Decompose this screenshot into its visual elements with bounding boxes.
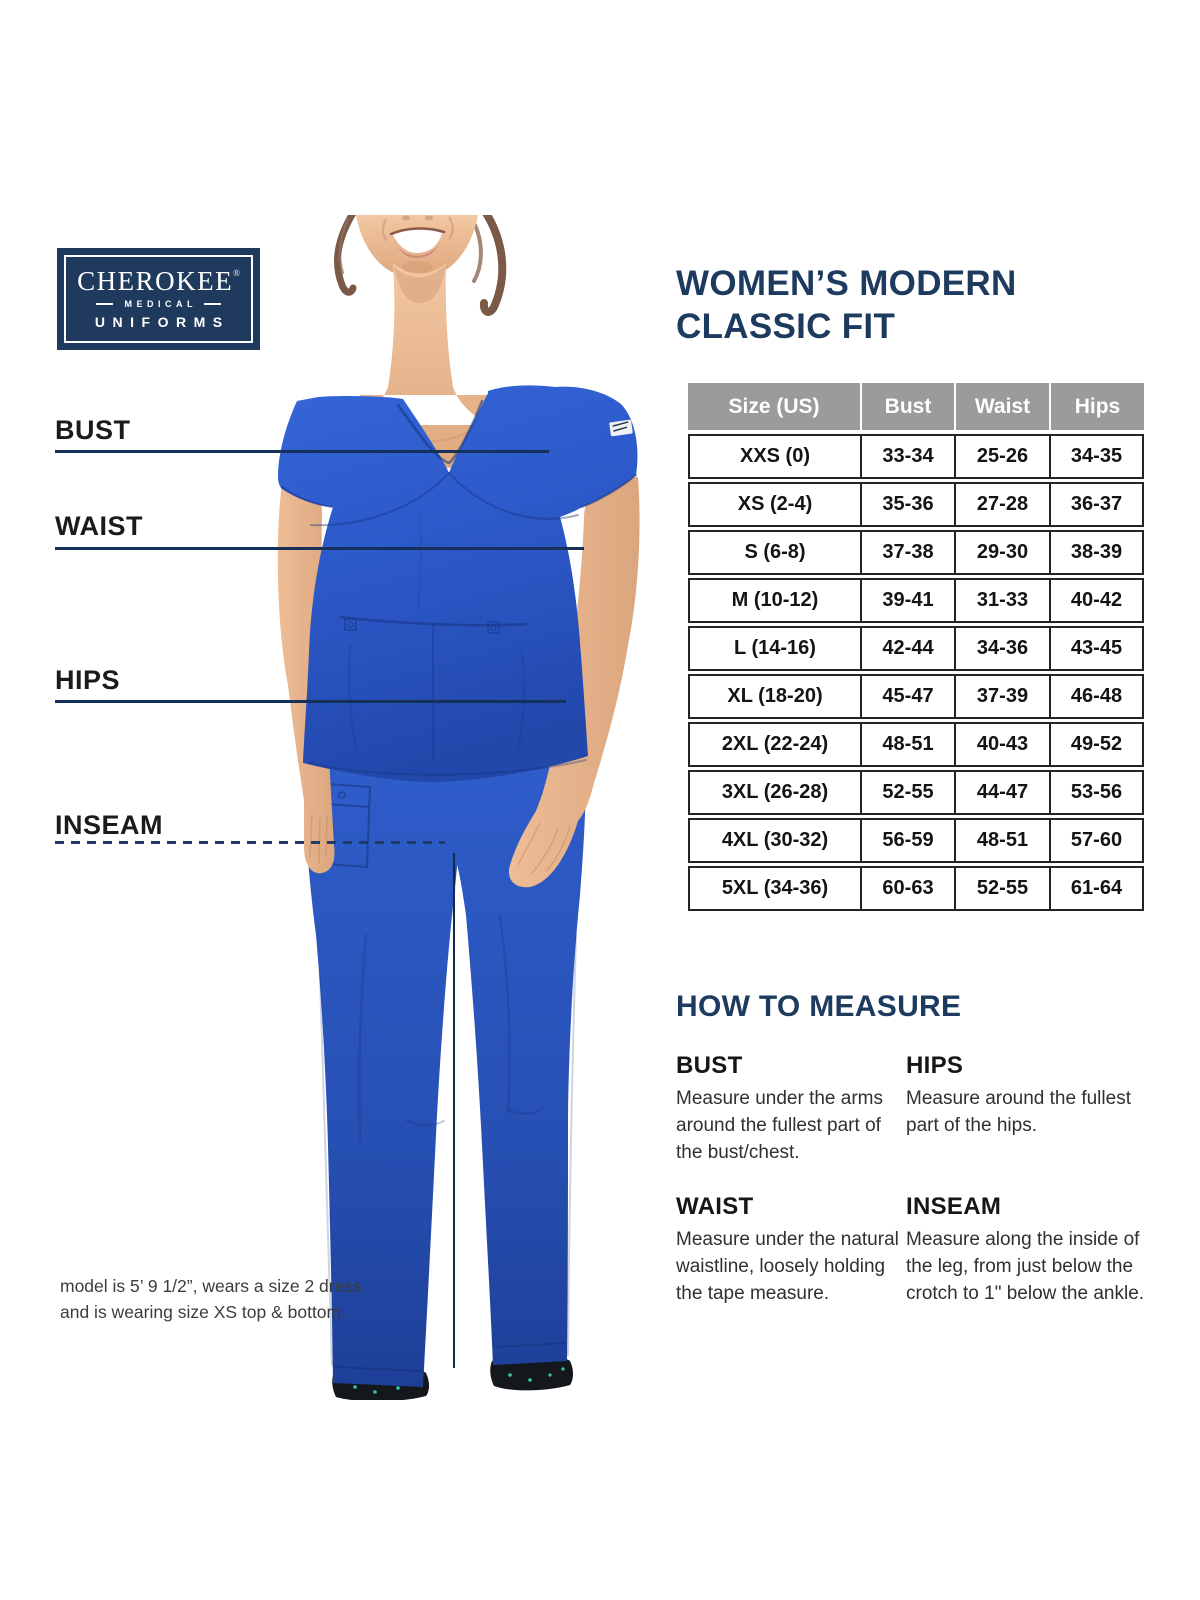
table-row bbox=[688, 866, 1144, 911]
measure-cell: 37-38 bbox=[860, 532, 954, 573]
measure-item-text: Measure under the natural waistline, loosely holding the tape measure. bbox=[676, 1228, 899, 1304]
hips-line bbox=[55, 700, 566, 703]
header-size: Size (US) bbox=[728, 394, 820, 418]
measure-cell: 43-45 bbox=[1049, 628, 1142, 669]
waist-label: WAIST bbox=[55, 511, 143, 541]
page-title-line2: CLASSIC FIT bbox=[676, 306, 896, 346]
size-cell: XXS (0) bbox=[739, 445, 811, 467]
table-row bbox=[688, 626, 1144, 671]
measure-cell: 29-30 bbox=[954, 532, 1049, 573]
table-row bbox=[688, 482, 1144, 527]
table-row bbox=[688, 674, 1144, 719]
measure-cell: 37-39 bbox=[954, 676, 1049, 717]
table-row bbox=[688, 434, 1144, 479]
header-bust: Bust bbox=[860, 383, 954, 430]
table-row bbox=[688, 530, 1144, 575]
brand-medical: MEDICAL bbox=[124, 299, 197, 309]
measure-item-text: Measure along the inside of the leg, from just below the crotch to 1" below the ankle. bbox=[906, 1228, 1145, 1304]
measure-cell: 40-42 bbox=[1049, 580, 1142, 621]
table-row bbox=[688, 770, 1144, 815]
measure-cell: 34-36 bbox=[954, 628, 1049, 669]
size-cell: XS (2-4) bbox=[737, 493, 813, 515]
right-dash bbox=[204, 303, 221, 305]
header-waist: Waist bbox=[954, 383, 1049, 430]
size-cell: 3XL (26-28) bbox=[721, 781, 829, 803]
measure-item-waist bbox=[676, 1193, 906, 1308]
measure-cell: 27-28 bbox=[954, 484, 1049, 525]
page-title bbox=[676, 263, 1017, 348]
measure-cell: 33-34 bbox=[860, 436, 954, 477]
size-table bbox=[688, 383, 1144, 911]
size-cell: L (14-16) bbox=[734, 637, 816, 659]
measure-item-text: Measure around the fullest part of the hips. bbox=[906, 1088, 1131, 1136]
table-row bbox=[688, 722, 1144, 767]
measure-item-bust bbox=[676, 1052, 906, 1167]
bust-label: BUST bbox=[55, 415, 131, 445]
model-note-line2: and is wearing size XS top & bottom. bbox=[60, 1302, 346, 1323]
cherokee-logo bbox=[57, 248, 260, 350]
size-cell: 4XL (30-32) bbox=[721, 829, 829, 851]
measure-cell: 52-55 bbox=[954, 868, 1049, 909]
size-table-header bbox=[688, 383, 1144, 430]
measure-cell: 25-26 bbox=[954, 436, 1049, 477]
measure-item-label: WAIST bbox=[676, 1192, 754, 1220]
size-table-body bbox=[688, 434, 1144, 911]
measure-cell: 60-63 bbox=[860, 868, 954, 909]
how-to-measure-heading: HOW TO MEASURE bbox=[676, 990, 962, 1023]
measure-cell: 31-33 bbox=[954, 580, 1049, 621]
how-to-measure-section bbox=[676, 990, 1148, 1308]
measure-cell: 61-64 bbox=[1049, 868, 1142, 909]
bust-line bbox=[55, 450, 549, 453]
measure-item-hips bbox=[906, 1052, 1148, 1167]
size-cell: XL (18-20) bbox=[727, 685, 823, 707]
table-row bbox=[688, 818, 1144, 863]
size-cell: S (6-8) bbox=[744, 541, 806, 563]
measure-cell: 34-35 bbox=[1049, 436, 1142, 477]
measure-cell: 46-48 bbox=[1049, 676, 1142, 717]
page-title-line1: WOMEN’S MODERN bbox=[676, 264, 1017, 303]
measure-cell: 48-51 bbox=[954, 820, 1049, 861]
measure-cell: 48-51 bbox=[860, 724, 954, 765]
hips-label: HIPS bbox=[55, 665, 121, 695]
measure-cell: 57-60 bbox=[1049, 820, 1142, 861]
model-note-line1: model is 5’ 9 1/2”, wears a size 2 dress bbox=[60, 1276, 362, 1296]
waist-line bbox=[55, 547, 584, 550]
measure-cell: 44-47 bbox=[954, 772, 1049, 813]
how-to-measure-grid bbox=[676, 1052, 1148, 1308]
brand-uniforms: UNIFORMS bbox=[94, 314, 230, 330]
measure-item-inseam bbox=[906, 1193, 1148, 1308]
size-cell: M (10-12) bbox=[731, 589, 819, 611]
measure-item-label: INSEAM bbox=[906, 1192, 1002, 1220]
inseam-vertical-line bbox=[453, 853, 455, 1368]
measure-cell: 39-41 bbox=[860, 580, 954, 621]
measure-cell: 45-47 bbox=[860, 676, 954, 717]
measure-cell: 38-39 bbox=[1049, 532, 1142, 573]
header-hips: Hips bbox=[1049, 383, 1144, 430]
measure-cell: 36-37 bbox=[1049, 484, 1142, 525]
cherokee-logo-frame bbox=[64, 255, 253, 343]
measure-cell: 52-55 bbox=[860, 772, 954, 813]
left-dash bbox=[96, 303, 113, 305]
measure-cell: 40-43 bbox=[954, 724, 1049, 765]
model-photo bbox=[170, 215, 690, 1400]
brand-name: CHEROKEE® bbox=[77, 266, 240, 296]
model-note bbox=[60, 1273, 362, 1326]
measure-cell: 56-59 bbox=[860, 820, 954, 861]
measure-cell: 35-36 bbox=[860, 484, 954, 525]
size-cell: 5XL (34-36) bbox=[721, 877, 829, 899]
measure-item-label: BUST bbox=[676, 1052, 743, 1079]
measure-cell: 53-56 bbox=[1049, 772, 1142, 813]
inseam-line bbox=[55, 841, 445, 844]
size-cell: 2XL (22-24) bbox=[721, 733, 829, 755]
measure-cell: 42-44 bbox=[860, 628, 954, 669]
measure-item-text: Measure under the arms around the fullest part of the bust/chest. bbox=[676, 1088, 883, 1163]
measure-cell: 49-52 bbox=[1049, 724, 1142, 765]
table-row bbox=[688, 578, 1144, 623]
inseam-label: INSEAM bbox=[55, 810, 164, 840]
brand-medical-row bbox=[96, 299, 221, 309]
measure-item-label: HIPS bbox=[906, 1052, 964, 1079]
